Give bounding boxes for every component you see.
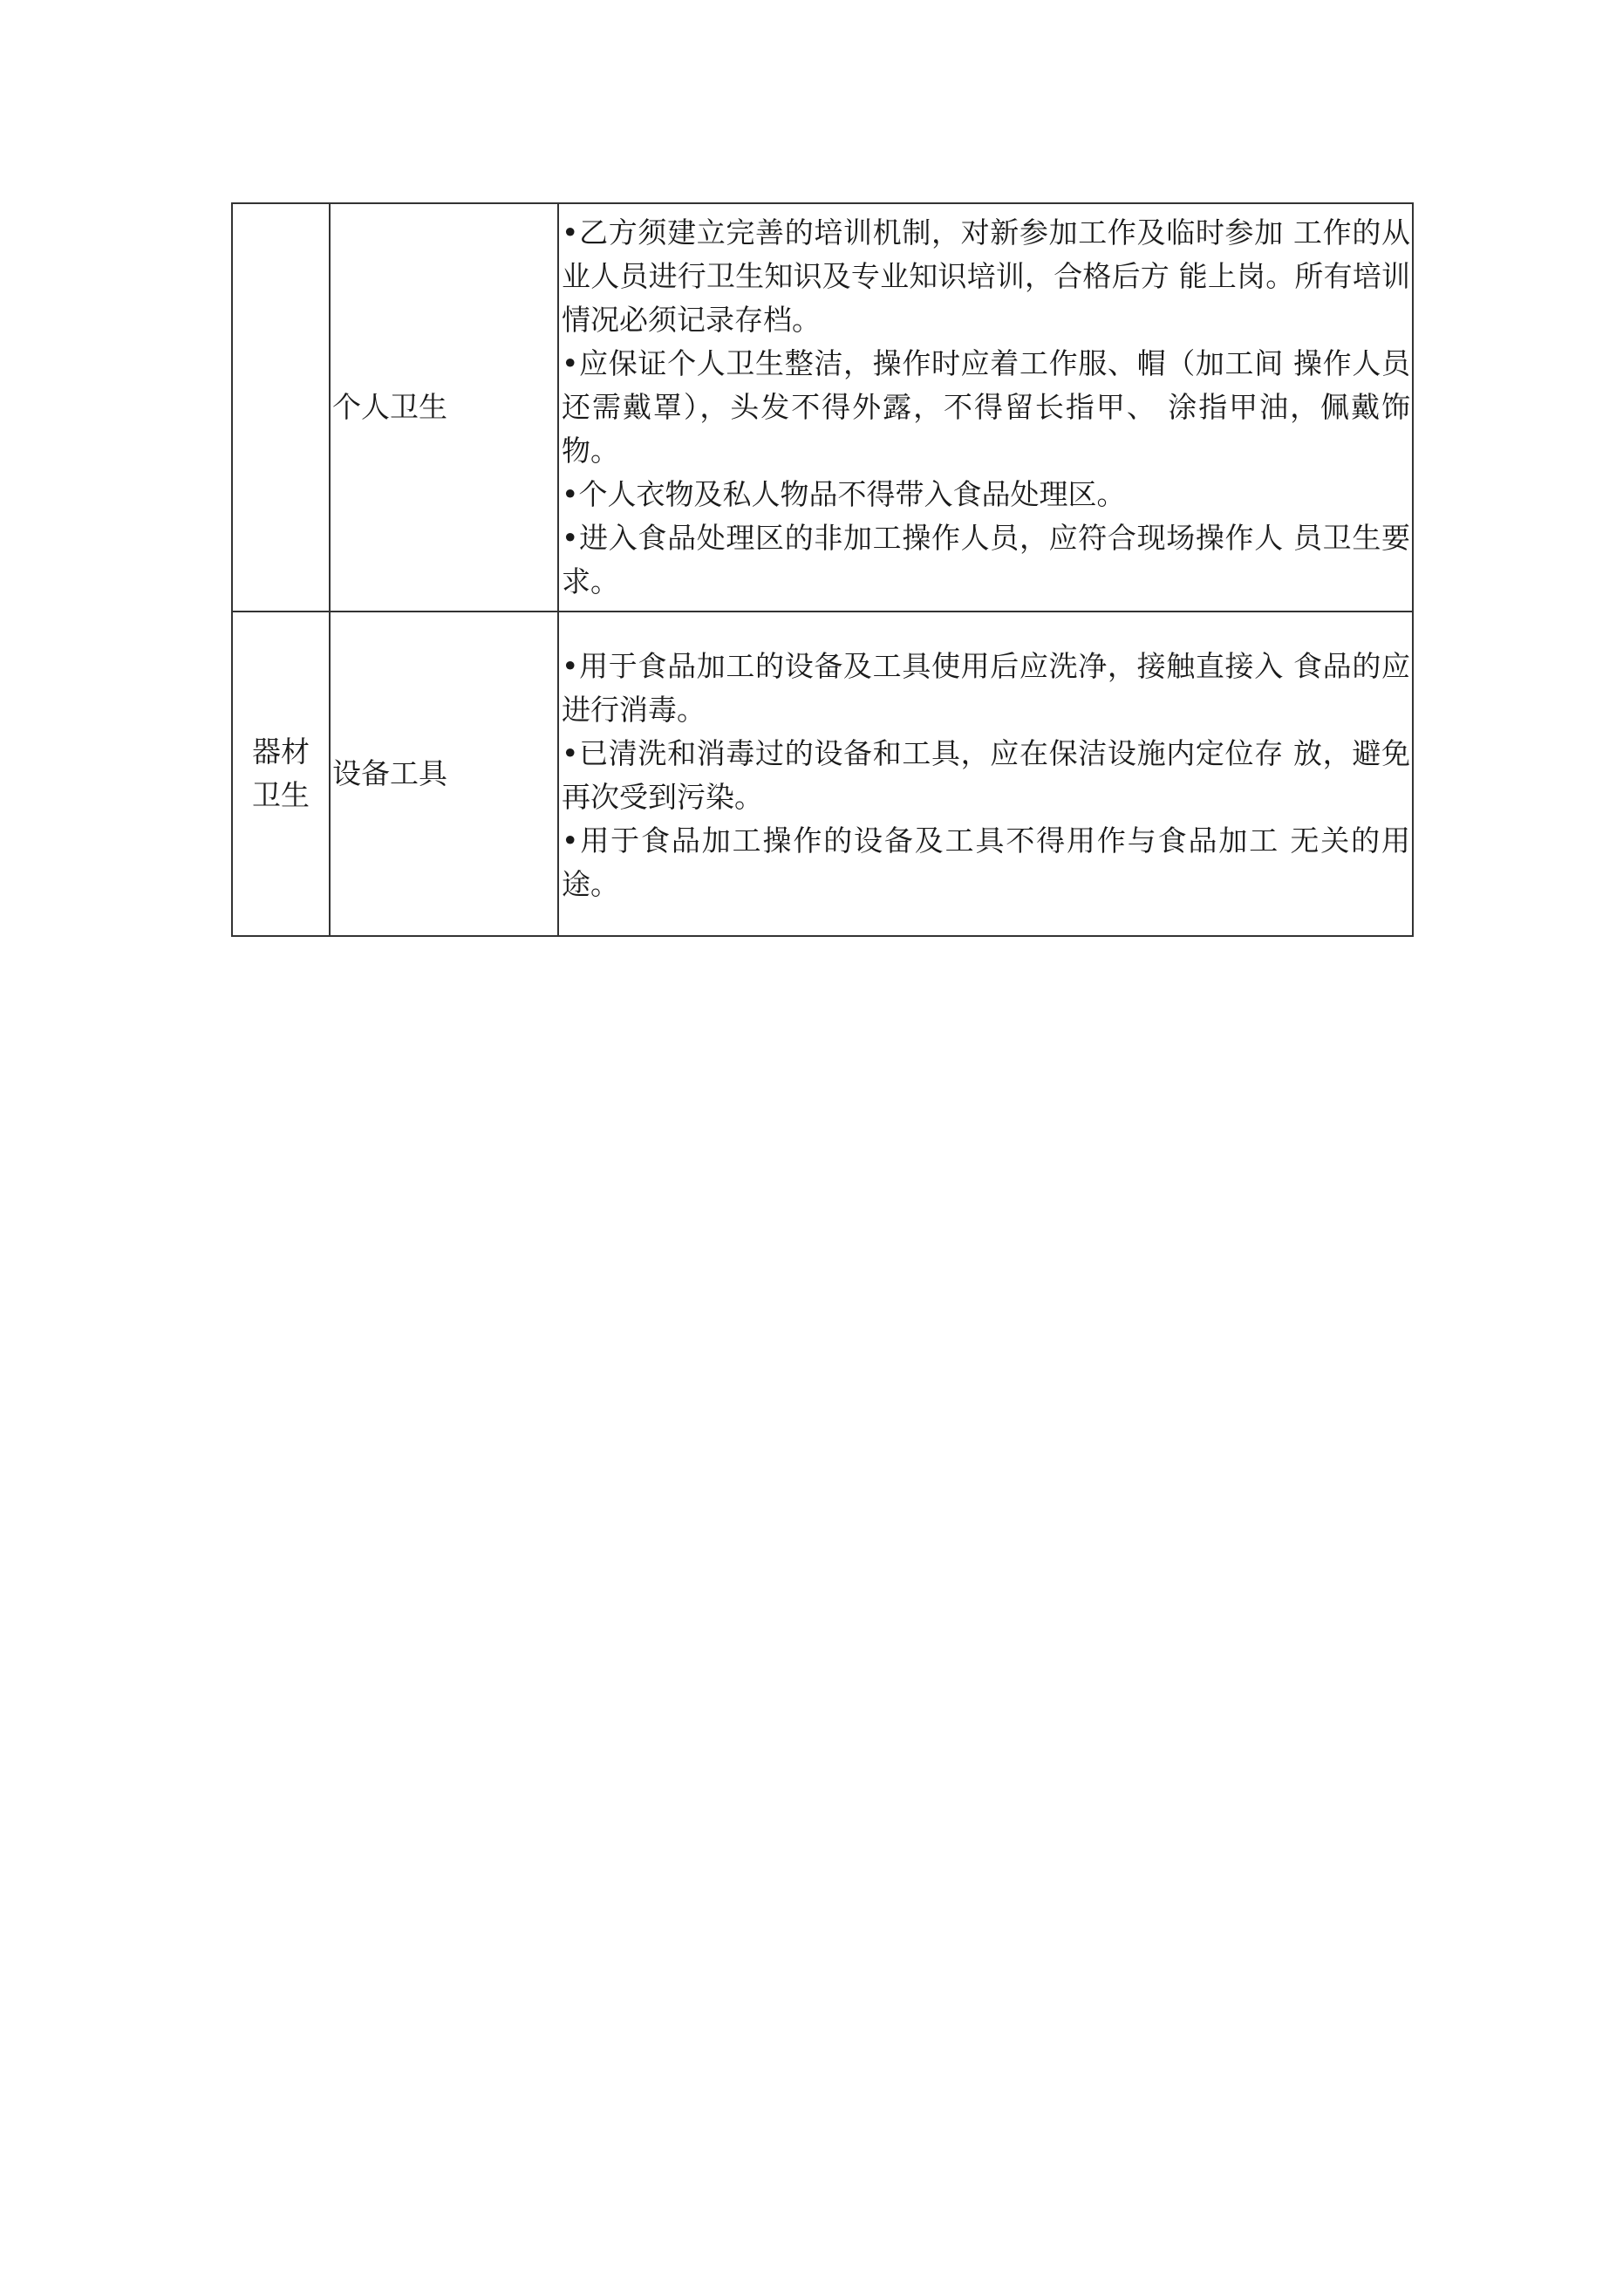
item-label: 个人卫生	[332, 390, 447, 424]
requirement-text: •乙方须建立完善的培训机制，对新参加工作及临时参加 工作的从业人员进行卫生知识及专业知识培训，合格后方 能上岗。所有培训情况必须记录存档。	[562, 215, 1410, 337]
item-cell	[330, 203, 558, 612]
hygiene-requirements-table	[231, 202, 1414, 937]
category-cell	[232, 203, 330, 612]
category-label-line: 器材	[252, 735, 310, 769]
requirement-text: •已清洗和消毒过的设备和工具，应在保洁设施内定位存 放，避免再次受到污染。	[562, 736, 1410, 814]
requirement-text: •个人衣物及私人物品不得带入食品处理区。	[562, 477, 1126, 511]
item-cell	[330, 612, 558, 936]
category-cell	[232, 612, 330, 936]
item-label: 设备工具	[332, 756, 447, 790]
category-label-line: 卫生	[252, 778, 310, 812]
requirements-cell	[558, 203, 1413, 612]
requirement-text: •用于食品加工的设备及工具使用后应洗净，接触直接入 食品的应进行消毒。	[562, 649, 1410, 727]
requirement-text: •应保证个人卫生整洁，操作时应着工作服、帽（加工间 操作人员还需戴罩），头发不得外露，不得留长指甲、 涂指甲油，佩戴饰物。	[562, 346, 1410, 468]
table-row	[232, 612, 1413, 936]
requirements-cell	[558, 612, 1413, 936]
table-row	[232, 203, 1413, 612]
requirement-text: •用于食品加工操作的设备及工具不得用作与食品加工 无关的用途。	[562, 823, 1410, 901]
requirement-text: •进入食品处理区的非加工操作人员，应符合现场操作人 员卫生要求。	[562, 521, 1410, 598]
